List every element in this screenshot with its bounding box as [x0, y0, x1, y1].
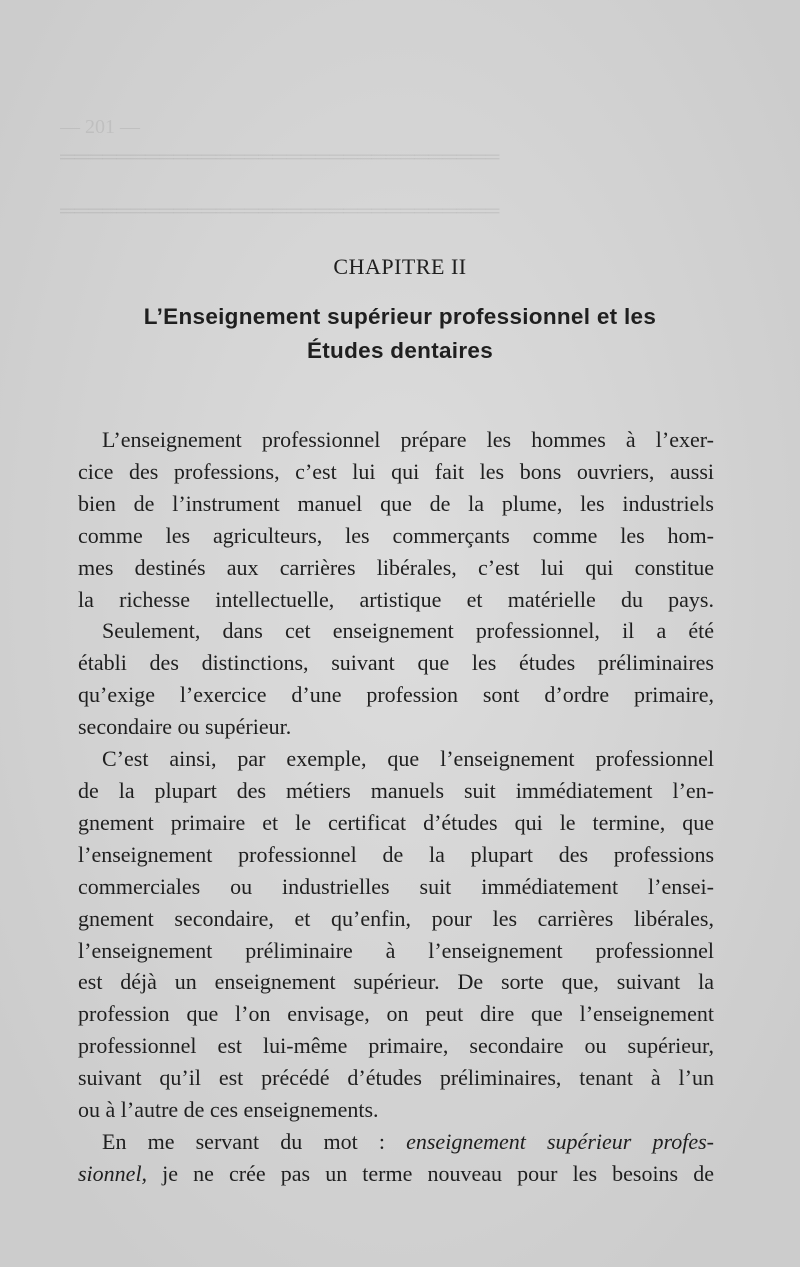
- text-line: suivant qu’il est précédé d’études préliminaires, tenant à l’un: [78, 1065, 714, 1091]
- text-run: je ne crée pas un terme nouveau pour les besoins de: [147, 1160, 714, 1186]
- text-line: bien de l’instrument manuel que de la plume, les industriels: [78, 490, 714, 516]
- paragraph: [78, 424, 714, 615]
- italic-term: enseignement supérieur profes-: [406, 1128, 714, 1154]
- chapter-title-line: Études dentaires: [306, 338, 494, 363]
- text-line: la richesse intellectuelle, artistique et matérielle du pays.: [78, 586, 714, 612]
- text-line: commerciales ou industrielles suit immédiatement l’ensei-: [78, 873, 714, 899]
- text-line: l’enseignement préliminaire à l’enseignement professionnel: [78, 937, 714, 963]
- text-line: qu’exige l’exercice d’une profession sont d’ordre primaire,: [78, 682, 714, 708]
- text-line: de la plupart des métiers manuels suit immédiatement l’en-: [78, 777, 714, 803]
- paragraph: [78, 615, 714, 743]
- text-line: mes destinés aux carrières libérales, c’est lui qui constitue: [78, 554, 714, 580]
- text-line: [78, 1126, 714, 1158]
- text-run: En me servant du mot :: [102, 1128, 407, 1154]
- text-line: établi des distinctions, suivant que les études préliminaires: [78, 650, 714, 676]
- text-line: profession que l’on envisage, on peut dire que l’enseignement: [78, 1001, 714, 1027]
- chapter-heading: CHAPITRE II: [333, 254, 467, 279]
- text-line: Seulement, dans cet enseignement professionnel, il a été: [102, 618, 714, 644]
- text-line: cice des professions, c’est lui qui fait les bons ouvriers, aussi: [78, 458, 714, 484]
- text-line: L’enseignement professionnel prépare les hommes à l’exer-: [102, 427, 714, 452]
- italic-term: sionnel,: [78, 1160, 148, 1186]
- text-line: gnement primaire et le certificat d’études qui le termine, que: [78, 809, 714, 835]
- text-line: ou à l’autre de ces enseignements.: [78, 1097, 379, 1123]
- chapter-title-line: L’Enseignement supérieur professionnel et les: [143, 304, 657, 329]
- text-line: est déjà un enseignement supérieur. De sorte que, suivant la: [78, 969, 714, 995]
- paragraph: [78, 1126, 714, 1190]
- text-line: gnement secondaire, et qu’enfin, pour les carrières libérales,: [78, 905, 714, 931]
- text-line: comme les agriculteurs, les commerçants comme les hom-: [78, 522, 714, 548]
- show-through-text: ═══════════════════════════════: [60, 200, 500, 222]
- text-line: l’enseignement professionnel de la plupart des professions: [78, 841, 714, 867]
- paragraph: [78, 743, 714, 1126]
- show-through-text: — 201 —: [60, 116, 140, 138]
- body-text: [78, 424, 714, 1190]
- chapter-title: [60, 300, 740, 368]
- text-line: C’est ainsi, par exemple, que l’enseignement professionnel: [102, 746, 714, 772]
- text-line: secondaire ou supérieur.: [78, 714, 292, 740]
- show-through-text: ═══════════════════════════════: [60, 146, 500, 168]
- text-line: professionnel est lui-même primaire, secondaire ou supérieur,: [78, 1033, 714, 1059]
- text-line: [78, 1158, 714, 1190]
